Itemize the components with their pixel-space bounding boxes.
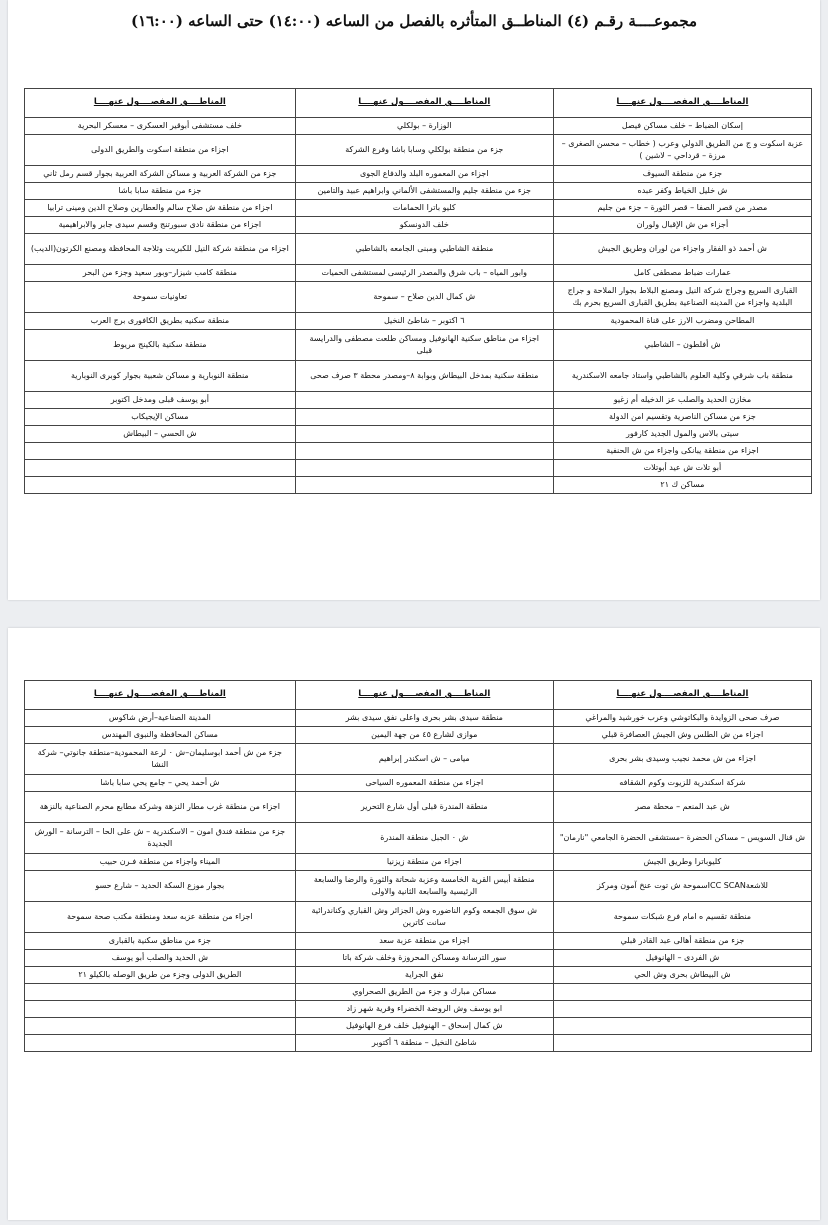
table-row bbox=[25, 135, 812, 166]
column-header: المناطــــق المفصــــول عنهــــا bbox=[25, 681, 296, 710]
table-cell: جزء من ش أحمد ابوسليمان–ش ٠ لرعة المحمودية–منطقة جانوتي– شركة النشا bbox=[25, 744, 296, 775]
table-cell: اجزاء من منطقة ش صلاح سالم والعطارين وصلاح الدين ومينى ترابيا bbox=[25, 200, 296, 217]
table-cell: وابور المياه – باب شرق والمصدر الرئيسى لمستشفى الحميات bbox=[295, 265, 553, 282]
table-cell: اجزاء من منطقة اسكوت والطريق الدولى bbox=[25, 135, 296, 166]
table-cell: أبو يوسف قبلى ومدخل اكتوبر bbox=[25, 392, 296, 409]
table-cell: اجزاء من منطقة المعموره السياحى bbox=[295, 775, 553, 792]
table-cell: مساكن الإيجيكاب bbox=[25, 409, 296, 426]
table-cell: جزء من منطقة أهالى عبد القادر قبلي bbox=[553, 933, 811, 950]
table-row bbox=[25, 166, 812, 183]
table-cell: صرف صحى الزوايدة والبكاتوشي وعرب خورشيد والمراغي bbox=[553, 710, 811, 727]
table-cell: جزء من الشركة العربية و مساكن الشركة العربية بجوار قسم رمل ثاني bbox=[25, 166, 296, 183]
table-cell: موازى لشارع ٤٥ من جهة اليمين bbox=[295, 727, 553, 744]
table-cell bbox=[295, 460, 553, 477]
table-cell: اجزاء من منطقة نادى سبورتنج وقسم سيدى جابر والابراهيمية bbox=[25, 217, 296, 234]
table-row bbox=[25, 477, 812, 494]
column-header: المناطــــق المفصــــول عنهــــا bbox=[553, 681, 811, 710]
column-header: المناطــــق المفصــــول عنهــــا bbox=[553, 89, 811, 118]
table-cell: جزء من منطقة السيوف bbox=[553, 166, 811, 183]
table-cell: أبو تلات ش عيد أبوتلات bbox=[553, 460, 811, 477]
table-row bbox=[25, 426, 812, 443]
table-cell: القبارى السريع وجراج شركة النيل ومصنع البلاط بجوار الملاحة و جراج البلدية واجزاء من المدينه الصناعية بطريق القبارى السريع بحرم بك bbox=[553, 282, 811, 313]
table-cell: تعاونيات سموحة bbox=[25, 282, 296, 313]
table-cell: ش كمال الدين صلاح – سموحة bbox=[295, 282, 553, 313]
table-cell: ش قنال السويس – مساكن الحضرة –مستشفى الحضرة الجامعي "نارمان" bbox=[553, 823, 811, 854]
table-cell: عزبة اسكوت و ج من الطريق الدولي وعرب ( خطاب – محسن الصغرى – مرزة – قرداحي – لاشين ) bbox=[553, 135, 811, 166]
table-row bbox=[25, 200, 812, 217]
column-header: المناطــــق المفصــــول عنهــــا bbox=[25, 89, 296, 118]
table-row bbox=[25, 744, 812, 775]
table-cell: للاشعةICC SCANسموحة ش توت عنخ آمون ومركز bbox=[553, 871, 811, 902]
table-row bbox=[25, 313, 812, 330]
areas-table-1 bbox=[24, 88, 812, 494]
table-header-row bbox=[25, 681, 812, 710]
table-cell: نفق الجراية bbox=[295, 967, 553, 984]
table-row bbox=[25, 984, 812, 1001]
table-cell bbox=[553, 1018, 811, 1035]
table-cell: اجزاء من ش الطلس وش الجيش العصافرة قبلي bbox=[553, 727, 811, 744]
table-cell: سيتى بالاس والمول الجديد كارفور bbox=[553, 426, 811, 443]
table-cell: مساكن مبارك و جزء من الطريق الصحراوي bbox=[295, 984, 553, 1001]
table-cell bbox=[25, 1001, 296, 1018]
table-cell: جزء من مناطق سكنية بالقبارى bbox=[25, 933, 296, 950]
table-cell bbox=[295, 426, 553, 443]
table-row bbox=[25, 950, 812, 967]
table-cell: الميناء واجزاء من منطقة فـرن حبيب bbox=[25, 854, 296, 871]
document-page-2 bbox=[8, 628, 820, 1220]
table-row bbox=[25, 217, 812, 234]
table-cell: منطقة سكنيه بطريق الكافورى برج العرب bbox=[25, 313, 296, 330]
table-cell: جزء من مساكن الناصرية وتقسيم امن الدولة bbox=[553, 409, 811, 426]
table-cell: شركة اسكندرية للزيوت وكوم الشقافه bbox=[553, 775, 811, 792]
table-cell: جزء من منطقة بولكلي وسابا باشا وفرع الشركة bbox=[295, 135, 553, 166]
table-cell: منطقة سيدى بشر بحرى واعلى نفق سيدى بشر bbox=[295, 710, 553, 727]
table-row bbox=[25, 265, 812, 282]
table-cell: عمارات ضباط مصطفى كامل bbox=[553, 265, 811, 282]
table-cell bbox=[25, 477, 296, 494]
table-cell: اجزاء من مناطق سكنية الهانوفيل ومساكن طلعت مصطفى والدرايسة قبلى bbox=[295, 330, 553, 361]
table-cell: الطريق الدولى وجزء من طريق الوصله بالكيلو ٢١ bbox=[25, 967, 296, 984]
table-cell: مخازن الحديد والصلب عز الدخيله أم زغيو bbox=[553, 392, 811, 409]
table-row bbox=[25, 282, 812, 313]
table-cell: اجزاء من منطقة يبانكى واجزاء من ش الحنفية bbox=[553, 443, 811, 460]
table-cell: سور الترسانة ومساكن المحروزة وخلف شركة باتا bbox=[295, 950, 553, 967]
table-cell bbox=[25, 443, 296, 460]
table-cell: مساكن المحافظة والنبوى المهندس bbox=[25, 727, 296, 744]
table-cell: شاطئ النخيل – منطقة ٦ أكتوبر bbox=[295, 1035, 553, 1052]
table-cell: اجزاء من منطقة عزبة سعد bbox=[295, 933, 553, 950]
page-spacer bbox=[8, 628, 820, 676]
table-row bbox=[25, 823, 812, 854]
table-cell bbox=[295, 443, 553, 460]
table-cell: ش سوق الجمعه وكوم الناضوره وش الجزائر وش القباري وكناندرائية سانت كاترين bbox=[295, 902, 553, 933]
table-row bbox=[25, 409, 812, 426]
table-cell: المدينة الصناعية–أرض شاكوس bbox=[25, 710, 296, 727]
table-cell: ش ٠ الجبل منطقة المندرة bbox=[295, 823, 553, 854]
table-cell: خلف مستشفى أبوقير العسكرى – معسكر البحرية bbox=[25, 118, 296, 135]
table-cell: ش أحمد ذو الفقار واجزاء من لوران وطريق الجيش bbox=[553, 234, 811, 265]
table-cell: ش خليل الخياط وكفر عبده bbox=[553, 183, 811, 200]
table-cell: اجزاء من منطقة شركة النيل للكبريت وثلاجة المحافظة ومصنع الكرتون(الديب) bbox=[25, 234, 296, 265]
table-header-row bbox=[25, 89, 812, 118]
table-cell: ميامى – ش اسكندر إبراهيم bbox=[295, 744, 553, 775]
table-row bbox=[25, 460, 812, 477]
table-cell: أجزاء من ش الإقبال ولوران bbox=[553, 217, 811, 234]
table-cell: خلف الدونسكو bbox=[295, 217, 553, 234]
table-cell: ابو يوسف وش الروضة الخضراء وقرية شهر زاد bbox=[295, 1001, 553, 1018]
table-cell: منطقة سكنية بالكينج مريوط bbox=[25, 330, 296, 361]
table-row bbox=[25, 727, 812, 744]
table-cell bbox=[553, 984, 811, 1001]
table-cell bbox=[25, 1035, 296, 1052]
table-row bbox=[25, 118, 812, 135]
table-cell: ش البيطاش بحرى وش الحي bbox=[553, 967, 811, 984]
table-cell bbox=[553, 1001, 811, 1018]
table-cell: ش الفردى – الهانوفيل bbox=[553, 950, 811, 967]
table-cell: اجزاء من ش محمد نجيب وسيدى بشر بحرى bbox=[553, 744, 811, 775]
table-cell: مصدر من قصر الصفا – قصر الثورة – جزء من جليم bbox=[553, 200, 811, 217]
table-cell: اجزاء من منطقة عزبه سعد ومنطقة مكتب صحة سموحة bbox=[25, 902, 296, 933]
table-row bbox=[25, 330, 812, 361]
column-header: المناطــــق المفصــــول عنهــــا bbox=[295, 681, 553, 710]
table-row bbox=[25, 1035, 812, 1052]
table-cell: منطقة تقسيم ه امام فرع شبكات سموحة bbox=[553, 902, 811, 933]
table-row bbox=[25, 933, 812, 950]
table-cell bbox=[25, 460, 296, 477]
table-cell bbox=[25, 984, 296, 1001]
table-row bbox=[25, 967, 812, 984]
table-cell: ش كمال إسحاق – الهنوفيل خلف فرع الهانوفيل bbox=[295, 1018, 553, 1035]
table-cell: كليو باترا الحمامات bbox=[295, 200, 553, 217]
table-cell bbox=[295, 392, 553, 409]
table-cell: ش الحديد والصلب أبو يوسف bbox=[25, 950, 296, 967]
table-row bbox=[25, 775, 812, 792]
table-cell: إسكان الضباط – خلف مساكن فيصل bbox=[553, 118, 811, 135]
table-row bbox=[25, 854, 812, 871]
table-cell: منطقة سكنية بمدخل البيطاش وبوابة ٨–ومصدر محطة ٣ صرف صحى bbox=[295, 361, 553, 392]
areas-table-2 bbox=[24, 680, 812, 1052]
page-title: مجموعــــة رقـم (٤) المناطــق المتأثره بالفصل من الساعه (١٤:٠٠) حتى الساعه (١٦:٠٠) bbox=[130, 12, 698, 30]
table-cell bbox=[295, 477, 553, 494]
table-cell: ٦ اكتوبر – شاطئ النخيل bbox=[295, 313, 553, 330]
table-row bbox=[25, 710, 812, 727]
table-cell: جزء من منطقة سابا باشا bbox=[25, 183, 296, 200]
table-cell: مساكن ك ٢١ bbox=[553, 477, 811, 494]
table-cell: اجزاء من منطقة زيزنيا bbox=[295, 854, 553, 871]
table-cell: منطقة كامب شيزار–وبور سعيد وجزء من البحر bbox=[25, 265, 296, 282]
table-cell bbox=[553, 1035, 811, 1052]
table-row bbox=[25, 361, 812, 392]
table-body bbox=[25, 710, 812, 1052]
table-cell: جزء من منطقة جليم والمستشفى الألماني وابراهيم عبيد والتامين bbox=[295, 183, 553, 200]
table-cell: ش أفلطون – الشاطبي bbox=[553, 330, 811, 361]
table-cell: بجوار موزع السكة الحديد – شارع حسو bbox=[25, 871, 296, 902]
table-row bbox=[25, 443, 812, 460]
table-row bbox=[25, 871, 812, 902]
table-cell bbox=[295, 409, 553, 426]
document-page-1 bbox=[8, 0, 820, 600]
table-cell: جزء من منطقة فندق امون – الاسكندرية – ش على الحا – الترسانة – الورش الجديدة bbox=[25, 823, 296, 854]
table-cell bbox=[25, 1018, 296, 1035]
table-row bbox=[25, 234, 812, 265]
table-cell: كليوباترا وطريق الجيش bbox=[553, 854, 811, 871]
table-row bbox=[25, 183, 812, 200]
table-cell: المطاحن ومضرب الارز على قناة المحمودية bbox=[553, 313, 811, 330]
table-cell: ش عبد المنعم – محطة مصر bbox=[553, 792, 811, 823]
table-row bbox=[25, 392, 812, 409]
table-body bbox=[25, 118, 812, 494]
table-cell: منطقة باب شرقي وكلية العلوم بالشاطبي واستاد جامعه الاسكندرية bbox=[553, 361, 811, 392]
table-cell: منطقة النوبارية و مساكن شعبية بجوار كوبرى النوبارية bbox=[25, 361, 296, 392]
table-cell: منطقة أبيس القرية الخامسة وعزبة شحاتة والثورة والرضا والسابعة الرئيسية والسابعة الثانية والاولى bbox=[295, 871, 553, 902]
table-row bbox=[25, 792, 812, 823]
table-row bbox=[25, 902, 812, 933]
table-row bbox=[25, 1001, 812, 1018]
column-header: المناطــــق المفصــــول عنهــــا bbox=[295, 89, 553, 118]
table-row bbox=[25, 1018, 812, 1035]
table-cell: اجزاء من المعموره البلد والدفاع الجوى bbox=[295, 166, 553, 183]
table-cell: منطقة الشاطبي ومبنى الجامعه بالشاطبي bbox=[295, 234, 553, 265]
table-cell: اجزاء من منطقة غرب مطار النزهة وشركة مطابع محرم الصناعية بالنزهة bbox=[25, 792, 296, 823]
table-cell: الوزارة – بولكلي bbox=[295, 118, 553, 135]
table-cell: ش أحمد يحي – جامع يحي سابا باشا bbox=[25, 775, 296, 792]
table-cell: منطقة المندرة قبلى أول شارع التحرير bbox=[295, 792, 553, 823]
table-cell: ش الحسي – البيطاش bbox=[25, 426, 296, 443]
